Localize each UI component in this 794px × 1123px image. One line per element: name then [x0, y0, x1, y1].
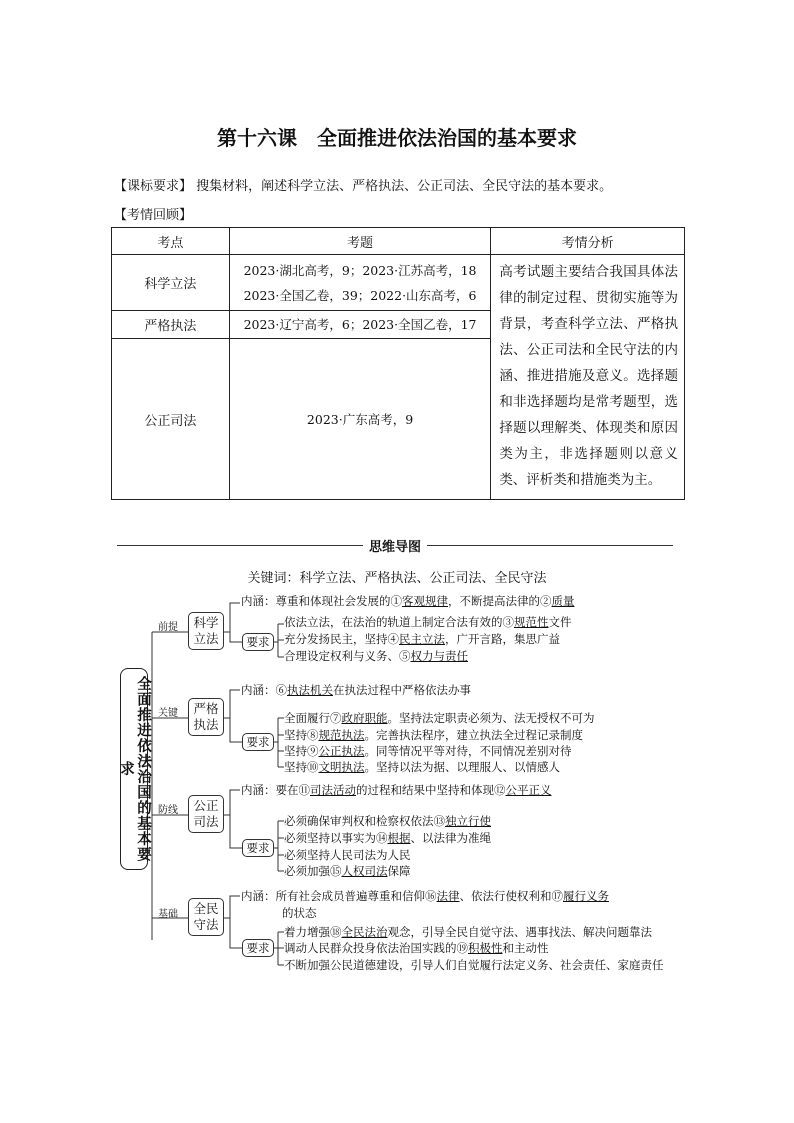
analysis-cell: 高考试题主要结合我国具体法律的制定过程、贯彻实施等为背景，考查科学立法、严格执法、公正司法和全民守法的内涵、推进措施及意义。选择题和非选择题均是常考题型，选择题以理解类、体现类和原因类为主，非选择题则以意义类、评析类和措施类为主。 — [491, 255, 685, 500]
text-segment: 保障 — [387, 864, 411, 878]
text-segment: 内涵：所有社会成员普遍尊重和信仰⑯ — [241, 889, 437, 903]
answer-keyword: 积极性 — [468, 941, 503, 955]
text-segment: 的过程和结果中坚持和体现⑫ — [356, 783, 506, 797]
text-segment: 不断加强公民道德建设，引导人们自觉履行法定义务、社会责任、家庭责任 — [284, 958, 664, 972]
text-segment: 依法立法，在法治的轨道上制定合法有效的③ — [284, 615, 514, 629]
relation-label: 基础 — [158, 909, 178, 920]
requirement-item — [284, 744, 572, 758]
answer-keyword: 质量 — [551, 594, 575, 608]
requirement-item — [284, 925, 652, 939]
requirement-item — [284, 649, 468, 663]
text-segment: 必须坚持以事实为⑭ — [284, 831, 388, 845]
mindmap-keywords: 关键词：科学立法、严格执法、公正司法、全民守法 — [247, 571, 547, 586]
text-segment: 必须确保审判权和检察权依法⑬ — [284, 814, 445, 828]
requirement-item — [284, 615, 572, 629]
branch-node-legislation: 科学立法 — [188, 612, 224, 650]
question-cell: 2023·辽宁高考，6；2023·全国乙卷，17 — [229, 311, 491, 339]
answer-keyword: 执法机关 — [287, 683, 333, 697]
answer-keyword: 根据 — [387, 831, 411, 845]
text-segment: 在执法过程中严格依法办事 — [333, 683, 471, 697]
point-cell: 科学立法 — [112, 255, 230, 311]
answer-keyword: 文明执法 — [318, 760, 365, 774]
text-segment: 内涵：⑥ — [241, 683, 287, 697]
requirement-box: 要求 — [242, 633, 274, 651]
question-cell: 2023·广东高考，9 — [229, 339, 491, 500]
text-segment: 必须加强⑮ — [284, 864, 342, 878]
connotation-compliance-cont: 的状态 — [282, 906, 317, 920]
text-segment: 。坚持法定职责必须为、法无授权不可为 — [387, 711, 595, 725]
answer-keyword: 人权司法 — [341, 864, 388, 878]
requirement-item — [284, 864, 411, 878]
text-segment: 和主动性 — [502, 941, 549, 955]
header-analysis: 考情分析 — [491, 228, 685, 255]
requirement-item — [284, 958, 664, 972]
question-line: 2023·湖北高考，9；2023·江苏高考，18 — [243, 262, 477, 278]
point-cell: 公正司法 — [112, 339, 230, 500]
text-segment: 、以法律为准绳 — [410, 831, 491, 845]
text-segment: 观念，引导全民自觉守法、遇事找法、解决问题靠法 — [387, 925, 652, 939]
point-cell: 严格执法 — [112, 311, 230, 339]
text-segment: 、依法行使权利和⑰ — [459, 889, 563, 903]
branch-node-enforcement: 严格执法 — [188, 698, 224, 736]
answer-keyword: 规范执法 — [318, 728, 365, 742]
lesson-title: 第十六课 全面推进依法治国的基本要求 — [217, 126, 577, 150]
answer-keyword: 客观规律 — [402, 594, 448, 608]
text-segment: 文件 — [548, 615, 572, 629]
requirement-item — [284, 760, 560, 774]
text-segment: 着力增强⑱ — [284, 925, 342, 939]
requirement-item — [284, 711, 595, 725]
text-segment: 全面履行⑦ — [284, 711, 342, 725]
curriculum-standard-label: 【课标要求】 — [114, 179, 193, 194]
answer-keyword: 公正执法 — [318, 744, 365, 758]
mindmap-root: 全面推进依法治国的基本要求 — [120, 668, 148, 870]
text-segment: ，广开言路，集思广益 — [445, 632, 560, 646]
answer-keyword: 法律 — [436, 889, 460, 903]
requirement-item — [284, 814, 491, 828]
requirement-item — [284, 831, 491, 845]
answer-keyword: 履行义务 — [563, 889, 609, 903]
relation-label: 防线 — [158, 805, 178, 816]
exam-review-label: 【考情回顾】 — [114, 208, 193, 223]
connotation-justice — [241, 783, 552, 797]
text-segment: 。完善执法程序，建立执法全过程记录制度 — [364, 728, 583, 742]
text-segment: 坚持⑩ — [284, 760, 319, 774]
text-segment: ，不断提高法律的② — [448, 594, 552, 608]
connotation-enforcement — [241, 683, 471, 697]
mindmap-title: 思维导图 — [363, 540, 427, 555]
text-segment: 坚持⑧ — [284, 728, 319, 742]
header-question: 考题 — [229, 228, 491, 255]
requirement-box: 要求 — [242, 733, 274, 751]
requirement-item — [284, 941, 549, 955]
question-line: 2023·全国乙卷，39；2022·山东高考，6 — [243, 287, 477, 303]
answer-keyword: 民主立法 — [399, 632, 445, 646]
header-point: 考点 — [112, 228, 230, 255]
text-segment: 调动人民群众投身依法治国实践的⑲ — [284, 941, 468, 955]
answer-keyword: 政府职能 — [341, 711, 388, 725]
text-segment: 内涵：尊重和体现社会发展的① — [241, 594, 402, 608]
text-segment: 坚持⑨ — [284, 744, 319, 758]
text-segment: 内涵：要在⑪ — [241, 783, 310, 797]
answer-keyword: 规范性 — [514, 615, 549, 629]
answer-keyword: 司法活动 — [310, 783, 356, 797]
answer-keyword: 全民法治 — [341, 925, 388, 939]
curriculum-standard-text: 搜集材料，阐述科学立法、严格执法、公正司法、全民守法的基本要求。 — [196, 179, 613, 194]
connotation-legislation — [241, 594, 575, 608]
text-segment: 充分发扬民主，坚持④ — [284, 632, 399, 646]
answer-keyword: 权力与责任 — [410, 649, 468, 663]
requirement-box: 要求 — [242, 939, 274, 957]
text-segment: 。坚持以法为据、以理服人、以情感人 — [364, 760, 560, 774]
answer-keyword: 独立行使 — [445, 814, 491, 828]
text-segment: 合理设定权利与义务、⑤ — [284, 649, 411, 663]
relation-label: 前提 — [158, 622, 178, 633]
branch-node-justice: 公正司法 — [188, 795, 224, 833]
text-segment: 必须坚持人民司法为人民 — [284, 848, 411, 862]
requirement-box: 要求 — [242, 839, 274, 857]
requirement-item — [284, 728, 583, 742]
relation-label: 关键 — [158, 708, 178, 719]
branch-node-compliance: 全民守法 — [188, 898, 224, 936]
connotation-compliance — [241, 889, 609, 903]
requirement-item — [284, 632, 560, 646]
text-segment: 。同等情况平等对待，不同情况差别对待 — [364, 744, 572, 758]
requirement-item — [284, 848, 411, 862]
answer-keyword: 公平正义 — [505, 783, 552, 797]
